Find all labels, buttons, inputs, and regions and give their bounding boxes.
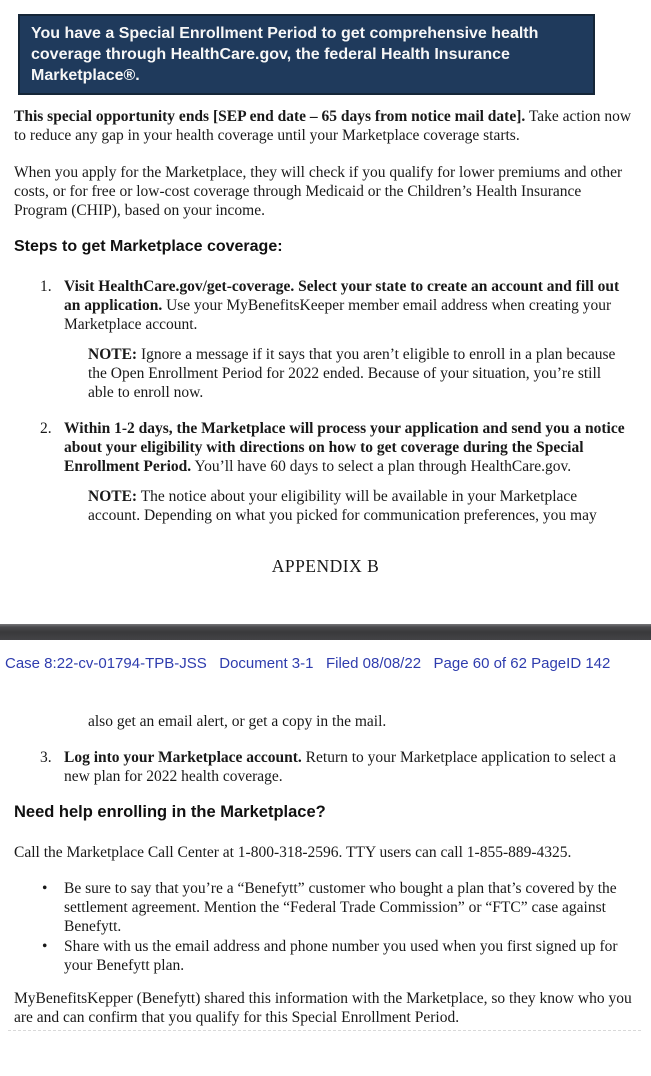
help-heading: Need help enrolling in the Marketplace? bbox=[14, 803, 326, 821]
opportunity-deadline-text: This special opportunity ends [SEP end date – 65 days from notice mail date]. bbox=[14, 108, 526, 125]
bullet-benefytt-customer bbox=[14, 879, 637, 936]
bullet-share-contact bbox=[14, 937, 637, 975]
opportunity-paragraph bbox=[14, 107, 637, 145]
step-1-note-text: Ignore a message if it says that you aren’t eligible to enroll in a plan because the Open Enrollment Period for 2022 ended. Because of your situation, you’re still able to enroll now. bbox=[88, 346, 616, 401]
step-3-text bbox=[64, 748, 637, 786]
step-2-rest-text: You’ll have 60 days to select a plan through HealthCare.gov. bbox=[191, 458, 572, 475]
page-60-body bbox=[0, 107, 651, 577]
bullet-share-contact-text: Share with us the email address and phone number you used when you first signed up for your Benefytt plan. bbox=[64, 938, 618, 974]
step-1-text bbox=[64, 277, 637, 334]
appendix-b-label: APPENDIX B bbox=[271, 556, 380, 576]
step-2-note bbox=[88, 487, 623, 525]
note-continuation-text: also get an email alert, or get a copy in the mail. bbox=[88, 713, 387, 730]
step-1-note bbox=[88, 345, 623, 402]
marketplace-qualify-paragraph: When you apply for the Marketplace, they will check if you qualify for lower premiums and other costs, or for free or low-cost coverage through Medicaid or the Children’s Health Insurance Program (CHIP), based on your income. bbox=[14, 164, 623, 219]
step-2-text bbox=[64, 419, 637, 476]
step-1-note-label: NOTE: bbox=[88, 346, 138, 363]
bullet-icon: • bbox=[42, 938, 48, 955]
page-break-divider bbox=[0, 624, 651, 640]
page-61-body bbox=[0, 712, 651, 1027]
step-1-number: 1. bbox=[40, 278, 52, 295]
call-center-paragraph: Call the Marketplace Call Center at 1-800-318-2596. TTY users can call 1-855-889-4325. bbox=[14, 844, 572, 861]
closing-paragraph: MyBenefitsKepper (Benefytt) shared this information with the Marketplace, so they know who you are and can confirm that you qualify for this Special Enrollment Period. bbox=[14, 990, 632, 1026]
step-1-item bbox=[14, 277, 637, 334]
step-2-bold-text: Within 1-2 days, the Marketplace will process your application and send you a notice about your eligibility with directions on how to get coverage during the Special Enrollment Period. bbox=[64, 420, 625, 475]
steps-heading: Steps to get Marketplace coverage: bbox=[14, 238, 283, 255]
step-1-bold-text: Visit HealthCare.gov/get-coverage. Select your state to create an account and fill out an application. bbox=[64, 278, 620, 314]
sep-notice-banner-text: You have a Special Enrollment Period to get comprehensive health coverage through HealthCare.gov, the federal Health Insurance Marketplace®. bbox=[31, 25, 539, 84]
step-3-item bbox=[14, 748, 637, 786]
court-case-header: Case 8:22-cv-01794-TPB-JSS Document 3-1 Filed 08/08/22 Page 60 of 62 PageID 142 bbox=[5, 655, 611, 672]
bullet-benefytt-customer-text: Be sure to say that you’re a “Benefytt” customer who bought a plan that’s covered by the settlement agreement. Mention the “Federal Trade Commission” or “FTC” case against Benefytt. bbox=[64, 880, 617, 935]
step-3-number: 3. bbox=[40, 749, 52, 766]
step-3-rest-text: Return to your Marketplace application to select a new plan for 2022 health coverage. bbox=[64, 749, 616, 785]
step-1-rest-text: Use your MyBenefitsKeeper member email address when creating your Marketplace account. bbox=[64, 297, 612, 333]
sep-notice-banner bbox=[18, 14, 595, 95]
document-page bbox=[0, 14, 651, 1076]
step-2-number: 2. bbox=[40, 420, 52, 437]
step-2-note-text: The notice about your eligibility will be available in your Marketplace account. Depending on what you picked for communication preferences, you may bbox=[88, 488, 597, 524]
step-2-item bbox=[14, 419, 637, 476]
bullet-icon: • bbox=[42, 880, 48, 897]
step-2-note-label: NOTE: bbox=[88, 488, 138, 505]
step-3-bold-text: Log into your Marketplace account. bbox=[64, 749, 302, 766]
opportunity-action-text: Take action now to reduce any gap in your health coverage until your Marketplace coverage starts. bbox=[14, 108, 632, 144]
bottom-faint-rule bbox=[8, 1030, 641, 1031]
